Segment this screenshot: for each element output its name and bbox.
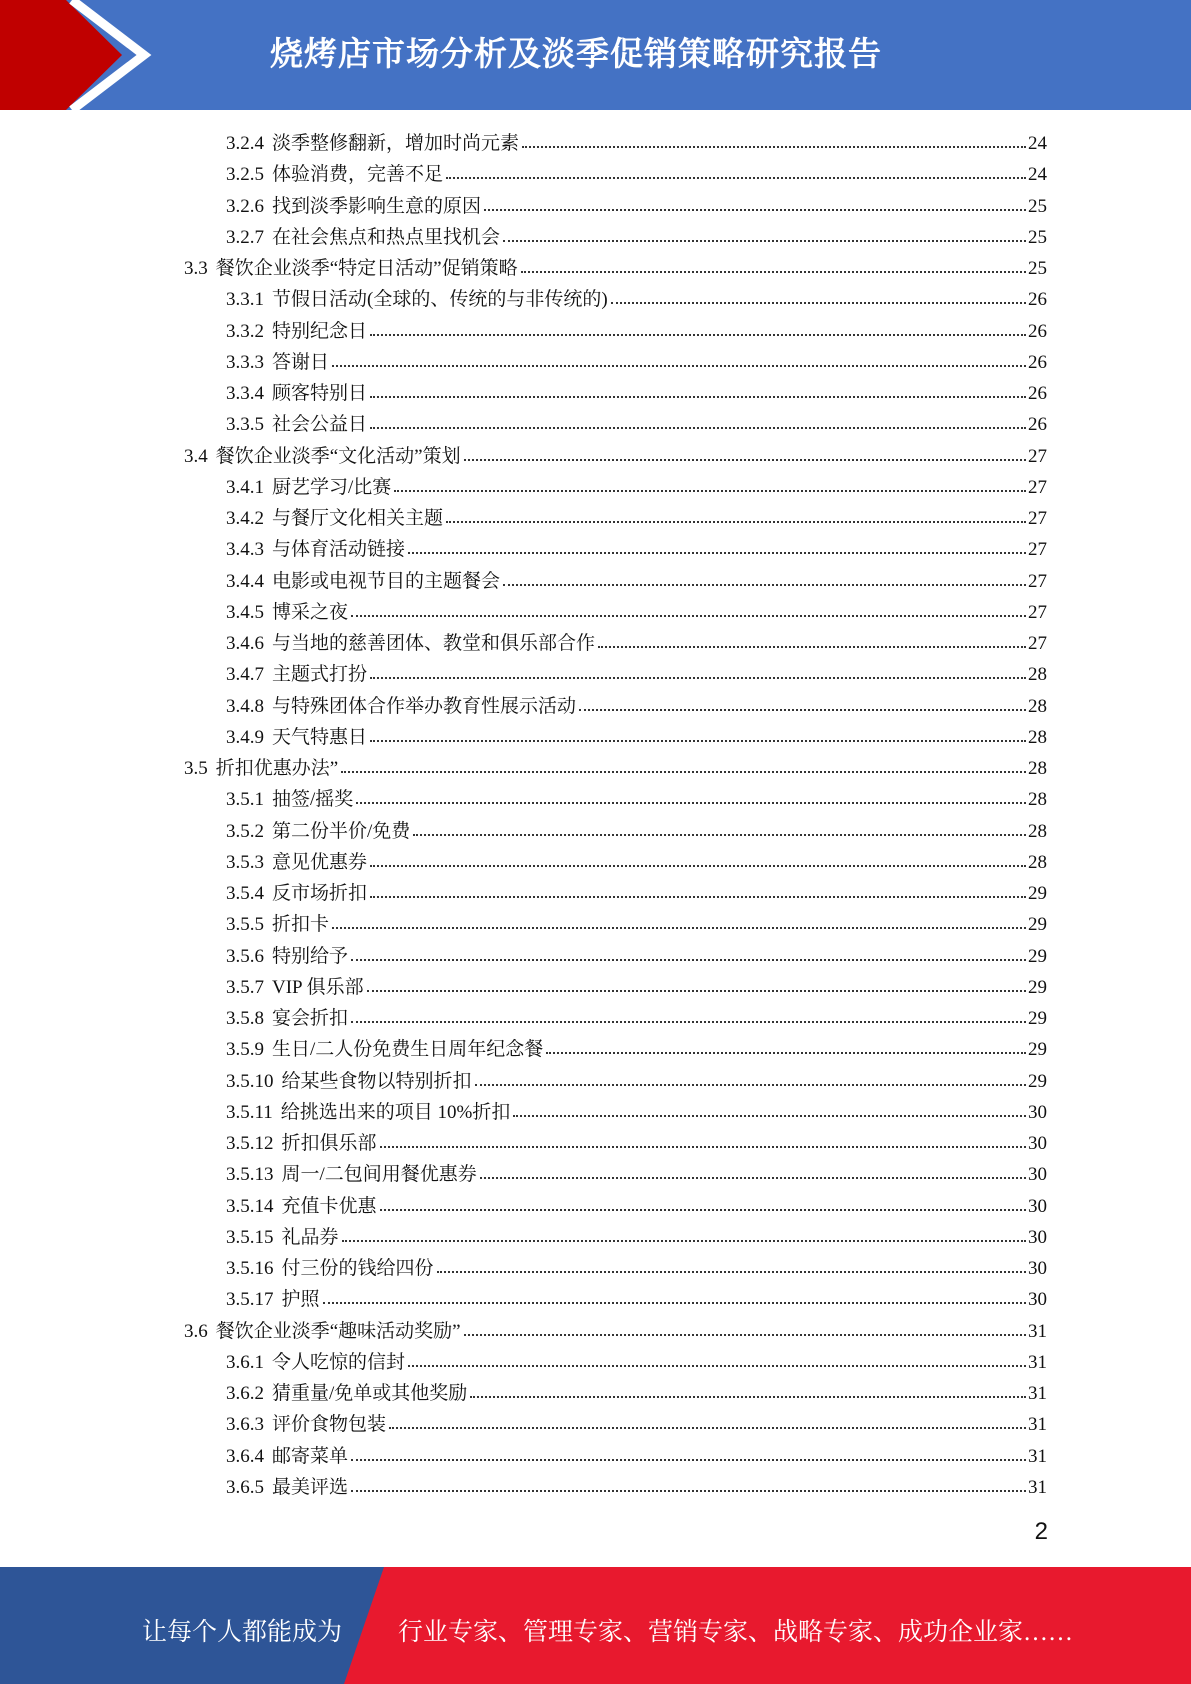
toc-entry-page: 26	[1028, 414, 1047, 436]
toc-entry-number: 3.4.9	[226, 726, 264, 748]
toc-entry[interactable]	[226, 941, 1047, 972]
toc-entry-title: 博采之夜	[272, 601, 349, 623]
toc-entry[interactable]	[184, 753, 1047, 784]
toc-dot-leader	[351, 959, 1026, 961]
toc-entry[interactable]	[226, 472, 1047, 503]
toc-entry-number: 3.5.16	[226, 1258, 274, 1279]
toc-entry[interactable]	[226, 191, 1047, 222]
toc-entry-title: 抽签/摇奖	[272, 789, 354, 811]
toc-entry[interactable]	[226, 1347, 1047, 1378]
chevron-arrow-icon	[0, 0, 160, 110]
toc-dot-leader	[413, 834, 1026, 836]
toc-entry-page: 27	[1028, 570, 1047, 592]
toc-entry-number: 3.4.5	[226, 601, 264, 623]
toc-entry-title: 猜重量/免单或其他奖励	[272, 1383, 468, 1404]
toc-entry-page: 30	[1028, 1289, 1047, 1311]
toc-entry[interactable]	[226, 722, 1047, 753]
toc-entry-page: 24	[1028, 133, 1047, 154]
toc-entry-page: 28	[1028, 851, 1047, 873]
toc-entry-title: 在社会焦点和热点里找机会	[272, 226, 501, 248]
toc-entry-number: 3.5.13	[226, 1164, 274, 1186]
toc-entry[interactable]	[226, 1378, 1047, 1409]
toc-dot-leader	[341, 771, 1026, 773]
toc-entry-page: 28	[1028, 695, 1047, 717]
toc-entry-title: 充值卡优惠	[281, 1195, 377, 1217]
toc-entry-number: 3.5.15	[226, 1226, 274, 1248]
toc-dot-leader	[323, 1302, 1026, 1304]
toc-dot-leader	[480, 1177, 1026, 1179]
toc-entry-page: 27	[1028, 508, 1047, 529]
toc-dot-leader	[389, 1427, 1026, 1429]
toc-entry-title: 周一/二包间用餐优惠券	[281, 1164, 477, 1186]
toc-entry-page: 29	[1028, 1070, 1047, 1092]
toc-dot-leader	[332, 927, 1026, 929]
toc-dot-leader	[370, 396, 1026, 398]
toc-entry-page: 26	[1028, 320, 1047, 342]
toc-entry[interactable]	[226, 1097, 1047, 1128]
toc-dot-leader	[522, 146, 1026, 148]
toc-entry-title: 与当地的慈善团体、教堂和俱乐部合作	[272, 633, 596, 654]
toc-entry[interactable]	[226, 1159, 1047, 1190]
toc-entry-title: 与特殊团体合作举办教育性展示活动	[272, 695, 577, 717]
toc-dot-leader	[408, 1365, 1026, 1367]
toc-entry-number: 3.5.14	[226, 1195, 274, 1217]
toc-entry-page: 24	[1028, 164, 1047, 186]
toc-entry-page: 31	[1028, 1383, 1047, 1404]
toc-entry-number: 3.4.4	[226, 570, 264, 592]
toc-entry-page: 28	[1028, 664, 1047, 686]
toc-entry[interactable]	[226, 409, 1047, 440]
toc-entry-title: 给挑选出来的项目 10%折扣	[280, 1101, 511, 1123]
toc-entry-title: 天气特惠日	[272, 726, 368, 748]
toc-entry-number: 3.3.5	[226, 414, 264, 436]
toc-dot-leader	[513, 1115, 1026, 1117]
toc-entry-title: VIP 俱乐部	[272, 976, 364, 998]
toc-entry-title: 餐饮企业淡季“文化活动”策划	[215, 445, 461, 467]
toc-entry[interactable]	[226, 1003, 1047, 1034]
toc-entry[interactable]	[226, 378, 1047, 409]
toc-entry-number: 3.4.8	[226, 695, 264, 717]
toc-entry-title: 答谢日	[272, 351, 330, 373]
toc-dot-leader	[394, 490, 1026, 492]
toc-dot-leader	[611, 302, 1026, 304]
toc-entry-number: 3.4.3	[226, 539, 264, 561]
toc-entry-page: 31	[1028, 1445, 1047, 1467]
toc-entry[interactable]	[226, 909, 1047, 940]
toc-dot-leader	[370, 427, 1026, 429]
toc-dot-leader	[464, 1334, 1026, 1336]
toc-entry[interactable]	[226, 316, 1047, 347]
footer-slogan: 让每个人都能成为	[142, 1619, 343, 1646]
toc-entry[interactable]	[226, 784, 1047, 815]
toc-entry-page: 26	[1028, 351, 1047, 373]
toc-entry-page: 27	[1028, 445, 1047, 467]
toc-entry-page: 27	[1028, 476, 1047, 498]
toc-entry-page: 29	[1028, 1008, 1047, 1029]
toc-entry-number: 3.5.2	[226, 820, 264, 842]
toc-entry-number: 3.6	[184, 1320, 208, 1342]
toc-entry-title: 特别给予	[272, 945, 349, 967]
toc-entry[interactable]	[226, 597, 1047, 628]
toc-entry-title: 评价食物包装	[272, 1414, 387, 1436]
toc-entry-page: 27	[1028, 539, 1047, 561]
toc-entry-page: 28	[1028, 758, 1047, 779]
toc-entry[interactable]	[226, 1066, 1047, 1097]
toc-entry-title: 给某些食物以特别折扣	[281, 1070, 472, 1092]
toc-entry-page: 27	[1028, 601, 1047, 623]
toc-entry-page: 31	[1028, 1351, 1047, 1373]
toc-entry-number: 3.4.1	[226, 476, 264, 498]
toc-entry-page: 29	[1028, 976, 1047, 998]
toc-entry-page: 31	[1028, 1320, 1047, 1342]
toc-entry-number: 3.5.8	[226, 1008, 264, 1029]
toc-entry-number: 3.2.4	[226, 133, 264, 154]
toc-dot-leader	[351, 1459, 1026, 1461]
toc-entry[interactable]	[226, 1284, 1047, 1315]
toc-dot-leader	[342, 1240, 1026, 1242]
toc-entry[interactable]	[226, 128, 1047, 159]
toc-dot-leader	[579, 709, 1026, 711]
toc-entry-page: 29	[1028, 883, 1047, 904]
toc-entry-number: 3.2.5	[226, 164, 264, 186]
page-header	[0, 0, 1191, 110]
toc-entry-title: 付三份的钱给四份	[281, 1258, 434, 1279]
toc-entry-number: 3.5.17	[226, 1289, 274, 1311]
toc-dot-leader	[380, 1146, 1026, 1148]
toc-entry[interactable]	[226, 1128, 1047, 1159]
toc-entry[interactable]	[184, 253, 1047, 284]
toc-entry-title: 电影或电视节目的主题餐会	[272, 570, 501, 592]
toc-entry-number: 3.5.1	[226, 789, 264, 811]
toc-entry-number: 3.3.1	[226, 289, 264, 311]
toc-dot-leader	[408, 552, 1026, 554]
toc-entry[interactable]	[226, 659, 1047, 690]
toc-dot-leader	[351, 1490, 1026, 1492]
toc-entry-number: 3.5.12	[226, 1133, 274, 1154]
toc-entry-title: 意见优惠券	[272, 851, 368, 873]
toc-entry[interactable]	[226, 1441, 1047, 1472]
toc-dot-leader	[370, 334, 1026, 336]
toc-entry-title: 邮寄菜单	[272, 1445, 349, 1467]
toc-entry-number: 3.5.7	[226, 976, 264, 998]
toc-entry-number: 3.5.6	[226, 945, 264, 967]
toc-entry-number: 3.5.11	[226, 1101, 273, 1123]
toc-dot-leader	[521, 271, 1026, 273]
toc-dot-leader	[370, 677, 1026, 679]
toc-entry[interactable]	[184, 1316, 1047, 1347]
toc-entry-title: 生日/二人份免费生日周年纪念餐	[272, 1039, 544, 1061]
toc-entry-title: 餐饮企业淡季“特定日活动”促销策略	[215, 258, 518, 279]
toc-entry[interactable]	[226, 847, 1047, 878]
toc-entry-page: 28	[1028, 789, 1047, 811]
toc-dot-leader	[546, 1052, 1026, 1054]
toc-entry-number: 3.4.2	[226, 508, 264, 529]
toc-dot-leader	[446, 521, 1026, 523]
toc-entry-page: 30	[1028, 1133, 1047, 1154]
toc-entry[interactable]	[226, 534, 1047, 565]
toc-entry-page: 27	[1028, 633, 1047, 654]
toc-entry[interactable]	[226, 1472, 1047, 1503]
toc-dot-leader	[332, 365, 1026, 367]
toc-entry-number: 3.2.7	[226, 226, 264, 248]
toc-dot-leader	[598, 646, 1026, 648]
toc-entry-title: 宴会折扣	[272, 1008, 349, 1029]
toc-entry-page: 30	[1028, 1195, 1047, 1217]
toc-entry-page: 30	[1028, 1164, 1047, 1186]
toc-dot-leader	[370, 865, 1026, 867]
toc-dot-leader	[370, 740, 1026, 742]
toc-entry-title: 反市场折扣	[272, 883, 368, 904]
toc-entry-title: 特别纪念日	[272, 320, 368, 342]
toc-entry-number: 3.3.3	[226, 351, 264, 373]
toc-entry-title: 厨艺学习/比赛	[272, 476, 392, 498]
toc-entry-number: 3.6.3	[226, 1414, 264, 1436]
toc-entry[interactable]	[226, 347, 1047, 378]
toc-entry-title: 折扣俱乐部	[281, 1133, 377, 1154]
toc-entry[interactable]	[226, 1253, 1047, 1284]
toc-entry[interactable]	[226, 503, 1047, 534]
footer-expert-list: 行业专家、管理专家、营销专家、战略专家、成功企业家……	[398, 1619, 1074, 1646]
toc-entry-page: 30	[1028, 1226, 1047, 1248]
toc-entry[interactable]	[226, 972, 1047, 1003]
toc-dot-leader	[475, 1084, 1026, 1086]
toc-entry-title: 折扣优惠办法”	[215, 758, 339, 779]
toc-entry-title: 找到淡季影响生意的原因	[272, 195, 482, 217]
toc-dot-leader	[464, 459, 1026, 461]
toc-entry-page: 29	[1028, 945, 1047, 967]
toc-entry-number: 3.5.3	[226, 851, 264, 873]
toc-entry[interactable]	[226, 1409, 1047, 1440]
toc-dot-leader	[367, 990, 1026, 992]
toc-entry[interactable]	[184, 441, 1047, 472]
toc-entry-number: 3.6.1	[226, 1351, 264, 1373]
toc-dot-leader	[503, 584, 1026, 586]
toc-entry-number: 3.5.5	[226, 914, 264, 936]
toc-dot-leader	[437, 1271, 1026, 1273]
toc-dot-leader	[484, 209, 1026, 211]
toc-entry-page: 26	[1028, 289, 1047, 311]
toc-entry-title: 顾客特别日	[272, 383, 368, 404]
toc-entry[interactable]	[226, 566, 1047, 597]
toc-dot-leader	[370, 896, 1026, 898]
toc-entry-title: 第二份半价/免费	[272, 820, 411, 842]
toc-entry-page: 28	[1028, 726, 1047, 748]
toc-entry[interactable]	[226, 1222, 1047, 1253]
toc-entry-page: 29	[1028, 914, 1047, 936]
toc-entry-page: 29	[1028, 1039, 1047, 1061]
toc-entry-title: 节假日活动(全球的、传统的与非传统的)	[272, 289, 608, 311]
toc-entry-title: 折扣卡	[272, 914, 330, 936]
page-footer	[0, 1567, 1191, 1684]
toc-entry-title: 最美评选	[272, 1476, 349, 1498]
toc-entry-number: 3.5.10	[226, 1070, 274, 1092]
toc-entry-number: 3.4.7	[226, 664, 264, 686]
page-number: 2	[1034, 1518, 1048, 1545]
toc-entry[interactable]	[226, 628, 1047, 659]
toc-entry-number: 3.3	[184, 258, 208, 279]
toc-entry-page: 25	[1028, 258, 1047, 279]
toc-entry-page: 30	[1028, 1258, 1047, 1279]
toc-entry-number: 3.4	[184, 445, 208, 467]
toc-dot-leader	[503, 240, 1026, 242]
toc-entry[interactable]	[226, 284, 1047, 315]
toc-entry-number: 3.5.9	[226, 1039, 264, 1061]
toc-entry-title: 令人吃惊的信封	[272, 1351, 406, 1373]
toc-dot-leader	[351, 615, 1026, 617]
toc-entry-number: 3.6.2	[226, 1383, 264, 1404]
toc-entry-page: 31	[1028, 1414, 1047, 1436]
toc-dot-leader	[356, 802, 1026, 804]
toc-entry-number: 3.2.6	[226, 195, 264, 217]
toc-entry-title: 礼品券	[281, 1226, 339, 1248]
toc-entry[interactable]	[226, 222, 1047, 253]
toc-entry-title: 与体育活动链接	[272, 539, 406, 561]
toc-entry[interactable]	[226, 1034, 1047, 1065]
toc-entry[interactable]	[226, 1191, 1047, 1222]
toc-entry-page: 25	[1028, 226, 1047, 248]
toc-entry-number: 3.5.4	[226, 883, 264, 904]
toc-entry-title: 体验消费，完善不足	[272, 164, 444, 186]
toc-entry-title: 与餐厅文化相关主题	[272, 508, 444, 529]
toc-entry-page: 31	[1028, 1476, 1047, 1498]
toc-dot-leader	[446, 177, 1026, 179]
toc-entry[interactable]	[226, 878, 1047, 909]
toc-entry-page: 30	[1028, 1101, 1047, 1123]
toc-entry[interactable]	[226, 159, 1047, 190]
toc-dot-leader	[380, 1209, 1026, 1211]
toc-entry-number: 3.6.5	[226, 1476, 264, 1498]
toc-entry[interactable]	[226, 816, 1047, 847]
toc-entry-title: 淡季整修翻新，增加时尚元素	[272, 133, 520, 154]
toc-entry-title: 餐饮企业淡季“趣味活动奖励”	[215, 1320, 461, 1342]
toc-entry-number: 3.3.2	[226, 320, 264, 342]
toc-entry-page: 26	[1028, 383, 1047, 404]
toc-entry-number: 3.4.6	[226, 633, 264, 654]
toc-entry-number: 3.5	[184, 758, 208, 779]
report-title: 烧烤店市场分析及淡季促销策略研究报告	[270, 34, 882, 73]
toc-entry-title: 主题式打扮	[272, 664, 368, 686]
toc-entry-number: 3.6.4	[226, 1445, 264, 1467]
toc-entry-title: 护照	[281, 1289, 320, 1311]
toc-entry[interactable]	[226, 691, 1047, 722]
toc-dot-leader	[470, 1396, 1026, 1398]
toc-dot-leader	[351, 1021, 1026, 1023]
toc-entry-title: 社会公益日	[272, 414, 368, 436]
toc-entry-page: 28	[1028, 820, 1047, 842]
toc-entry-page: 25	[1028, 195, 1047, 217]
toc-entry-number: 3.3.4	[226, 383, 264, 404]
